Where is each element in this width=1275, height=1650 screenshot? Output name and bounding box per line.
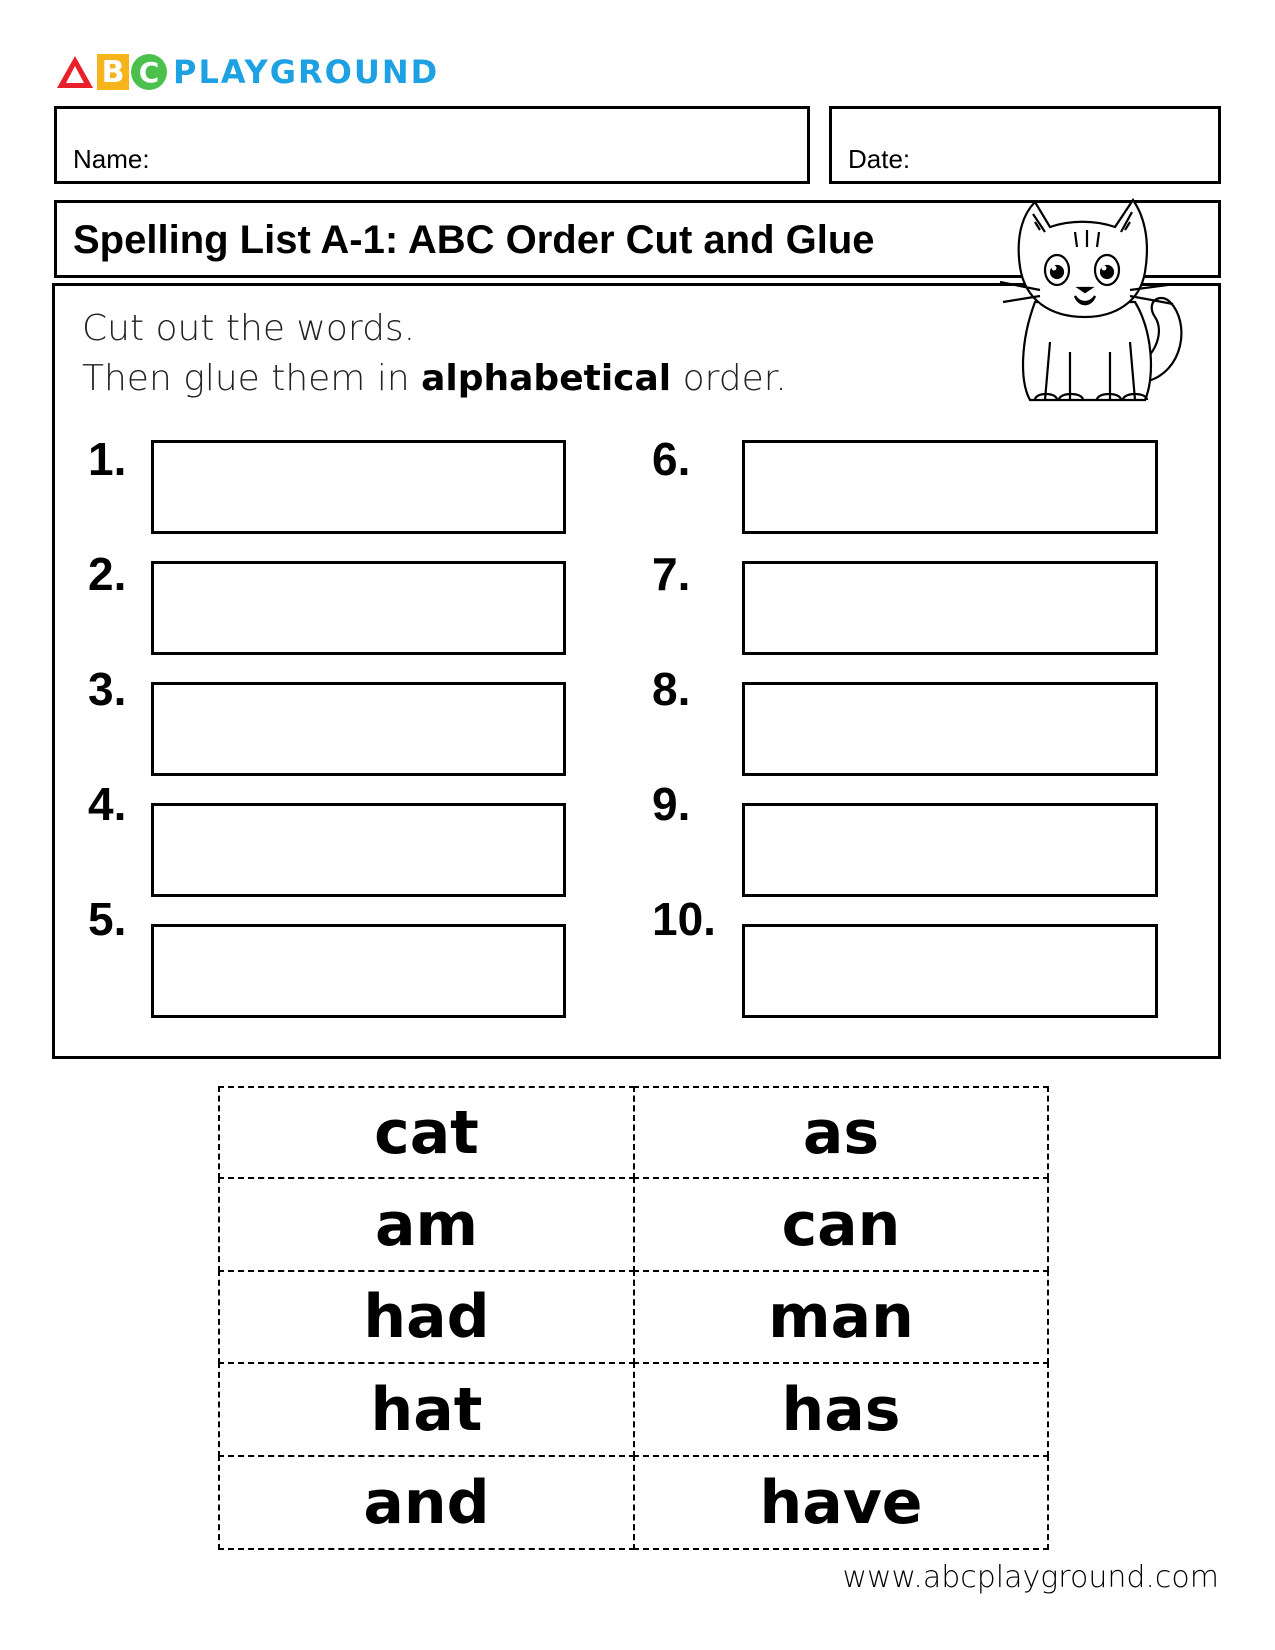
instruction-line-2: [82, 358, 787, 399]
cat-illustration: [995, 192, 1185, 414]
number-label: 3.: [88, 663, 127, 715]
word-card[interactable]: and: [218, 1455, 635, 1550]
instruction-text: order.: [671, 358, 787, 399]
logo-wordmark: PLAYGROUND: [173, 53, 440, 91]
number-label: 6.: [652, 433, 691, 485]
answer-slot-2[interactable]: [151, 561, 566, 655]
number-label: 5.: [88, 893, 127, 945]
answer-slot-4[interactable]: [151, 803, 566, 897]
answer-slot-10[interactable]: [742, 924, 1158, 1018]
answer-slot-9[interactable]: [742, 803, 1158, 897]
instruction-text: Then glue them in: [82, 358, 422, 399]
answer-slot-7[interactable]: [742, 561, 1158, 655]
word-card[interactable]: man: [633, 1270, 1049, 1364]
word-card[interactable]: can: [633, 1177, 1049, 1272]
instruction-line-1: Cut out the words.: [82, 308, 416, 349]
date-label: Date:: [848, 144, 911, 174]
cut-out-words-table: [218, 1086, 1049, 1550]
number-label: 10.: [652, 893, 716, 945]
word-card[interactable]: has: [633, 1362, 1049, 1457]
word-card[interactable]: had: [218, 1270, 635, 1364]
logo-letter-a: [55, 54, 95, 90]
number-label: 4.: [88, 778, 127, 830]
word-card[interactable]: as: [633, 1086, 1049, 1179]
number-label: 9.: [652, 778, 691, 830]
number-label: 2.: [88, 548, 127, 600]
answer-slot-8[interactable]: [742, 682, 1158, 776]
page-title: Spelling List A-1: ABC Order Cut and Glue: [73, 218, 875, 262]
name-field[interactable]: [54, 106, 810, 184]
word-card[interactable]: am: [218, 1177, 635, 1272]
answer-slot-5[interactable]: [151, 924, 566, 1018]
date-field[interactable]: [829, 106, 1221, 184]
word-card[interactable]: hat: [218, 1362, 635, 1457]
number-label: 1.: [88, 433, 127, 485]
footer-url[interactable]: www.abcplayground.com: [842, 1560, 1219, 1595]
answer-slot-1[interactable]: [151, 440, 566, 534]
instruction-bold-word: alphabetical: [421, 358, 672, 399]
name-label: Name:: [73, 144, 150, 174]
number-label: 7.: [652, 548, 691, 600]
word-card[interactable]: cat: [218, 1086, 635, 1179]
logo-letter-b: B: [97, 54, 129, 90]
logo-letter-c: C: [131, 54, 167, 90]
answer-slot-6[interactable]: [742, 440, 1158, 534]
abc-playground-logo: [55, 52, 439, 92]
word-card[interactable]: have: [633, 1455, 1049, 1550]
answer-slot-3[interactable]: [151, 682, 566, 776]
number-label: 8.: [652, 663, 691, 715]
